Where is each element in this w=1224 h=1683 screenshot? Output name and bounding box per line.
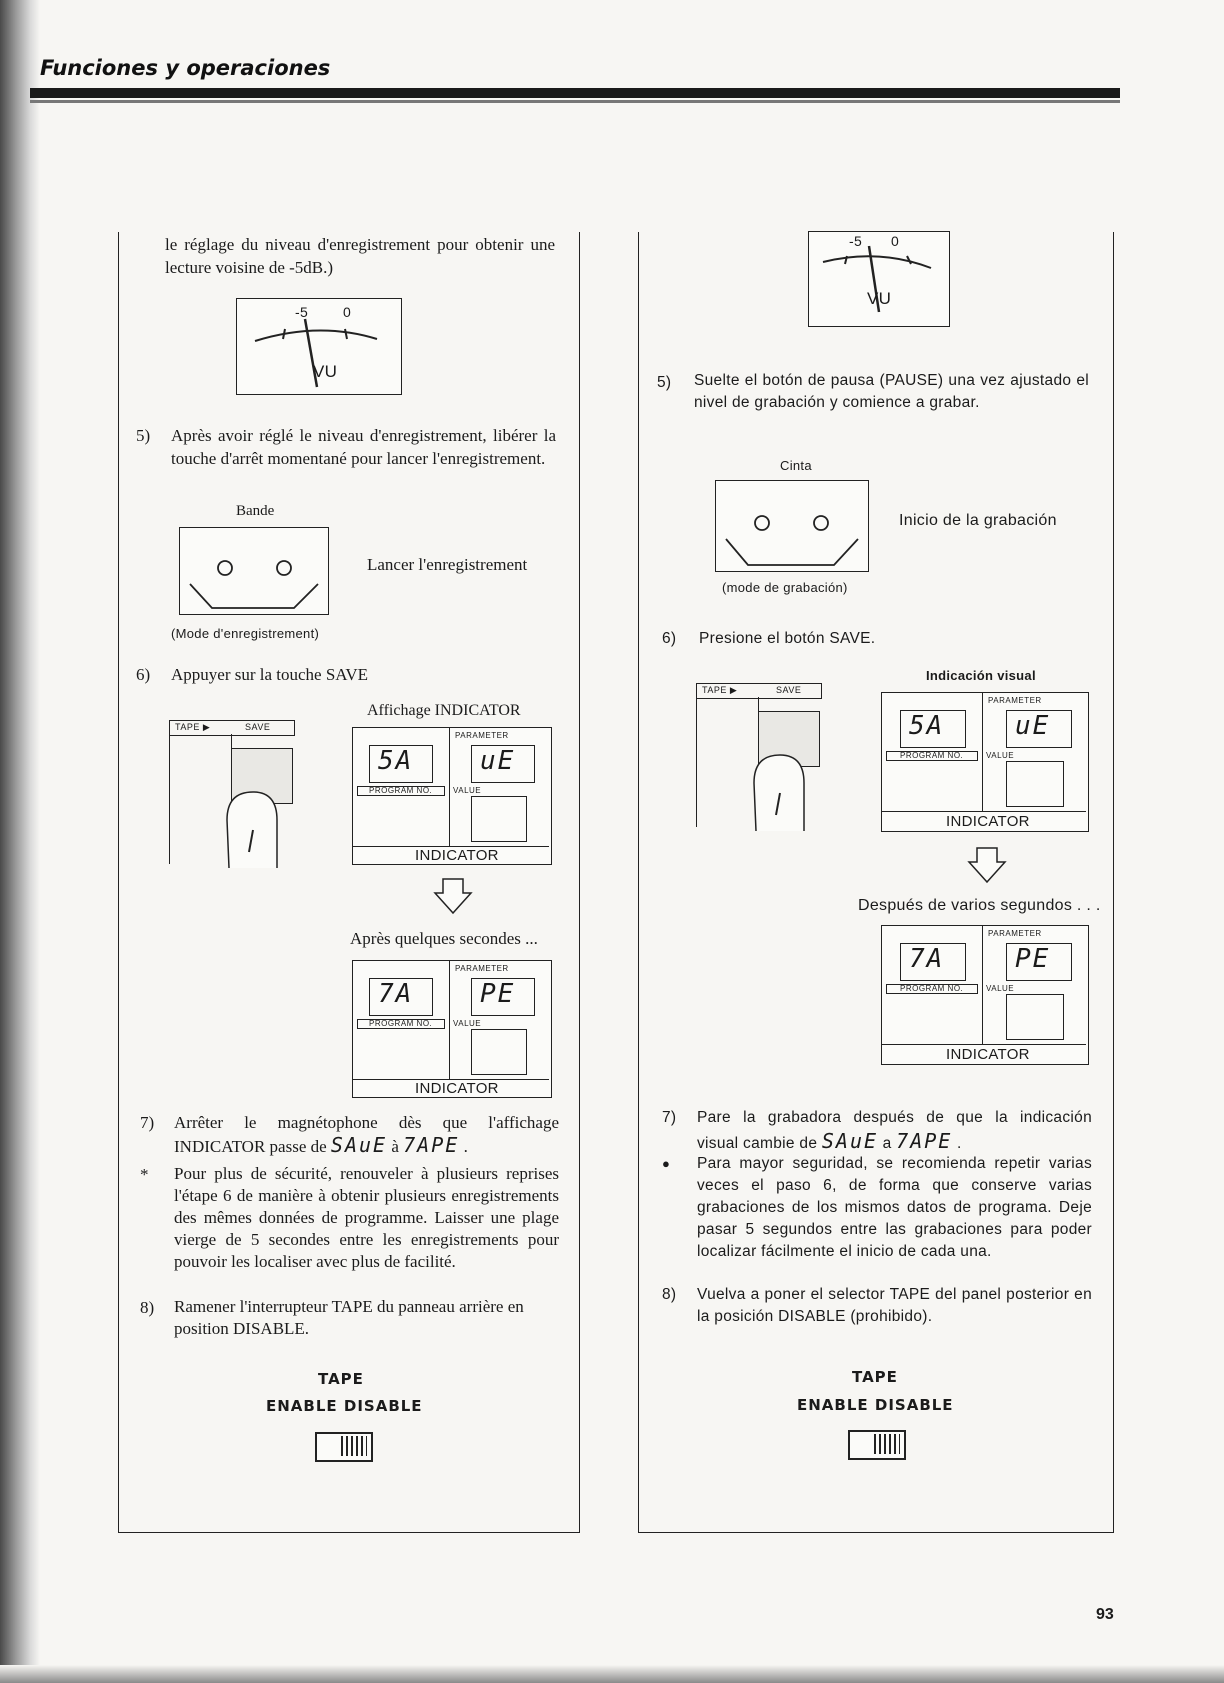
- fr-step8-text: Ramener l'interrupteur TAPE du panneau arrière en position DISABLE.: [174, 1297, 524, 1338]
- fr-tape-label: Bande: [236, 503, 275, 519]
- es-vu-minus5: -5: [849, 233, 863, 249]
- fr-switch-labels: ENABLE DISABLE: [266, 1397, 423, 1415]
- fr-tape-arrow-label: TAPE ▶: [175, 722, 211, 732]
- spanish-column: [638, 232, 1114, 1533]
- fr-after-seconds: Après quelques secondes ...: [350, 929, 538, 948]
- es-param-label-2: PARAMETER: [988, 929, 1042, 938]
- es-step6-text: Presione el botón SAVE.: [699, 630, 876, 647]
- fr-param-label-2: PARAMETER: [455, 964, 509, 973]
- fr-vu-meter: [236, 298, 402, 395]
- fr-param-label-1: PARAMETER: [455, 731, 509, 740]
- fr-step7-mid: à: [391, 1137, 399, 1156]
- fr-value-2: VALUE: [453, 1019, 482, 1028]
- es-switch-slider-icon: [874, 1434, 900, 1454]
- es-param-label-1: PARAMETER: [988, 696, 1042, 705]
- fr-button-strip: [169, 720, 295, 870]
- fr-step7-to-display: 7APE: [403, 1133, 460, 1157]
- fr-step7-line2-text: INDICATOR passe de: [174, 1137, 327, 1156]
- fr-tape-switch[interactable]: [315, 1432, 373, 1462]
- es-step7-line1: Pare la grabadora después de que la indicación: [697, 1109, 1092, 1126]
- fr-indicator-label-2: INDICATOR: [415, 1080, 499, 1097]
- fr-step7-number: 7): [140, 1113, 155, 1132]
- fr-note-text: Pour plus de sécurité, renouveler à plusieurs reprises l'étape 6 de manière à obtenir plusieurs enregistrements des mêmes données de programme. Laisser une plage vierge de 5 secondes entre les enregistrements pour pouvoir les localiser avec plus de facilité.: [174, 1164, 559, 1271]
- fr-display-after-right: PE: [480, 979, 516, 1009]
- es-value-2: VALUE: [986, 984, 1015, 993]
- es-indicator-title: Indicación visual: [926, 668, 1036, 683]
- es-program-no-2: PROGRAM NO.: [900, 984, 964, 993]
- fr-indicator-panel-after: [352, 960, 552, 1098]
- es-display-before-right: uE: [1015, 711, 1051, 741]
- es-indicator-panel-after: [881, 925, 1089, 1065]
- es-display-after-left: 7A: [909, 944, 945, 974]
- es-step7-from-display: SAuE: [821, 1129, 879, 1153]
- es-display-before-left: 5A: [909, 711, 945, 741]
- fr-cassette-icon: [180, 528, 328, 614]
- es-tape-arrow-label: TAPE ▶: [702, 685, 738, 695]
- es-switch-title: TAPE: [852, 1368, 898, 1386]
- es-step5-number: 5): [657, 374, 672, 391]
- fr-display-before-left: 5A: [378, 746, 414, 776]
- fr-step7-line1: Arrêter le magnétophone dès que l'affichage: [174, 1113, 559, 1132]
- es-cassette-icon: [716, 481, 868, 571]
- fr-step5-number: 5): [136, 426, 151, 445]
- es-switch-labels: ENABLE DISABLE: [797, 1396, 954, 1414]
- fr-tape-caption: Lancer l'enregistrement: [367, 555, 528, 574]
- es-step6-number: 6): [662, 630, 677, 647]
- fr-indicator-title: Affichage INDICATOR: [367, 702, 521, 719]
- fr-tape-mode: (Mode d'enregistrement): [171, 626, 320, 641]
- es-tape-cassette: [715, 480, 869, 572]
- fr-step5-text: Après avoir réglé le niveau d'enregistrement, libérer la touche d'arrêt momentané pour lancer l'enregistrement.: [171, 426, 556, 468]
- fr-finger-press-icon: [215, 780, 295, 870]
- es-tape-mode: (mode de grabación): [722, 580, 848, 595]
- es-step8-number: 8): [662, 1286, 677, 1303]
- fr-tape-cassette: [179, 527, 329, 615]
- es-vu-gauge-icon: [809, 232, 949, 326]
- es-step8-text: Vuelva a poner el selector TAPE del panel posterior en la posición DISABLE (prohibido).: [697, 1286, 1092, 1325]
- es-tape-caption: Inicio de la grabación: [899, 512, 1057, 529]
- es-value-1: VALUE: [986, 751, 1015, 760]
- page-number: 93: [1096, 1606, 1114, 1623]
- es-step7-end: .: [956, 1135, 962, 1152]
- fr-intro: le réglage du niveau d'enregistrement pour obtenir une lecture voisine de -5dB.): [165, 235, 555, 277]
- es-finger-press-icon: [742, 743, 822, 833]
- es-step7-number: 7): [662, 1109, 677, 1126]
- fr-indicator-panel-before: [352, 727, 552, 865]
- page-binding-shadow: [0, 0, 40, 1683]
- es-note-mark: ●: [662, 1156, 671, 1171]
- fr-program-no-1: PROGRAM NO.: [369, 786, 433, 795]
- page-header-title: Funciones y operaciones: [40, 56, 331, 80]
- fr-value-1: VALUE: [453, 786, 482, 795]
- es-indicator-panel-before: [881, 692, 1089, 832]
- es-step7-mid: a: [882, 1135, 892, 1152]
- fr-step7-end: .: [463, 1137, 468, 1156]
- fr-vu-label: VU: [313, 362, 338, 381]
- fr-down-arrow-icon: [433, 877, 473, 917]
- fr-vu-minus5: -5: [295, 304, 309, 320]
- es-step7-line2: [697, 1130, 962, 1155]
- fr-indicator-label-1: INDICATOR: [415, 847, 499, 864]
- fr-step6-text: Appuyer sur la touche SAVE: [171, 665, 369, 684]
- es-tape-label: Cinta: [780, 458, 812, 473]
- fr-vu-zero: 0: [343, 304, 352, 320]
- es-vu-zero: 0: [891, 233, 900, 249]
- fr-note-mark: *: [140, 1165, 149, 1184]
- es-indicator-label-1: INDICATOR: [946, 813, 1030, 830]
- fr-step7-from-display: SAuE: [330, 1133, 388, 1157]
- es-step7-to-display: 7APE: [896, 1129, 953, 1153]
- fr-display-after-left: 7A: [378, 979, 414, 1009]
- es-tape-switch[interactable]: [848, 1430, 906, 1460]
- es-vu-meter: [808, 231, 950, 327]
- fr-step7-line2: [174, 1134, 468, 1158]
- es-save-label: SAVE: [776, 685, 802, 695]
- es-display-after-right: PE: [1015, 944, 1051, 974]
- es-step7-line2-text: visual cambie de: [697, 1135, 818, 1152]
- es-after-seconds: Después de varios segundos . . .: [858, 897, 1101, 914]
- es-indicator-label-2: INDICATOR: [946, 1046, 1030, 1063]
- es-note-text: Para mayor seguridad, se recomienda repetir varias veces el paso 6, de forma que conserve varias grabaciones de los mismos datos de programa. Deje pasar 5 segundos entre las grabaciones para poder localizar fácilmente el inicio de cada una.: [697, 1155, 1092, 1260]
- es-step5-text: Suelte el botón de pausa (PAUSE) una vez ajustado el nivel de grabación y comience a grabar.: [694, 372, 1089, 411]
- fr-step8-number: 8): [140, 1298, 155, 1317]
- fr-step6-number: 6): [136, 665, 151, 684]
- es-vu-label: VU: [867, 289, 892, 308]
- fr-save-label: SAVE: [245, 722, 271, 732]
- fr-switch-slider-icon: [341, 1436, 367, 1456]
- es-down-arrow-icon: [967, 846, 1007, 886]
- bottom-edge-shadow: [0, 1665, 1224, 1683]
- es-program-no-1: PROGRAM NO.: [900, 751, 964, 760]
- es-button-strip: [696, 683, 822, 833]
- header-rule: [30, 88, 1120, 98]
- fr-program-no-2: PROGRAM NO.: [369, 1019, 433, 1028]
- fr-display-before-right: uE: [480, 746, 516, 776]
- fr-switch-title: TAPE: [318, 1370, 364, 1388]
- header-rule-thin: [30, 100, 1120, 103]
